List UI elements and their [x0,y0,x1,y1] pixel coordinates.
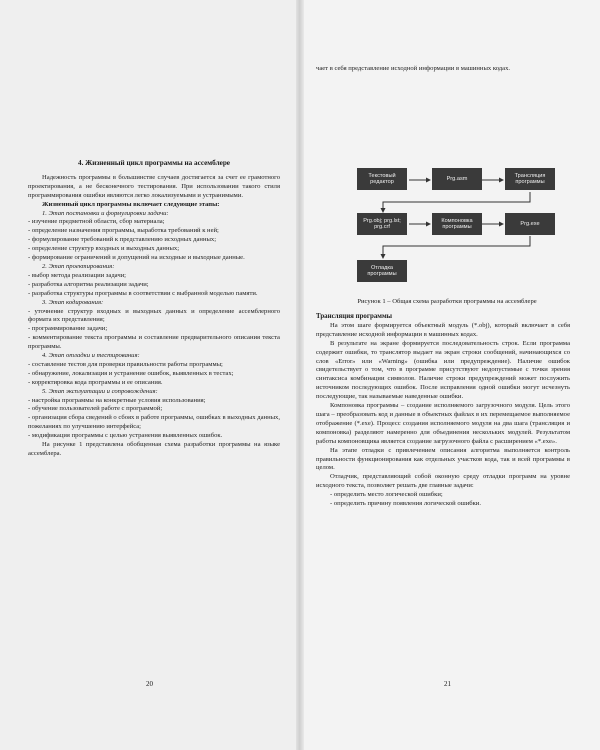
arrow [383,236,530,258]
right-top-text [316,65,570,74]
paragraph: На этом шаге формируется объектный модуль (*.obj), который включает в себя представление исходной информации в машинных кодах. [316,321,570,338]
section-title: Трансляция программы [316,313,393,320]
box-text-editor: Текстовый редактор [357,168,407,190]
list-item: - изучение предметной области, сбор материала; [28,218,165,226]
list-item: - корректировка кода программы и ее описания. [28,378,163,386]
figure-caption: Рисунок 1 – Общая схема разработки программы на ассемблере [357,298,537,305]
list-item: - настройка программы на конкретные условия использования; [28,396,206,404]
list-item: - формулирование требований к представлению исходных данных; [28,236,217,244]
chapter-heading: 4. Жизненный цикл программы на ассемблере [77,159,231,167]
list-item: - обучение пользователей работе с программой; [28,405,163,413]
list-item: - разработка структуры программы в соответствии с выбранной моделью памяти. [28,289,258,297]
arrow [383,192,530,212]
list-item: - выбор метода реализации задачи; [28,271,127,279]
right-column [316,313,570,509]
box-linking: Компоновка программы [432,213,482,235]
list-item: - определить место логической ошибки; [330,491,443,499]
stages-title: Жизненный цикл программы включает следующие этапы: [42,200,220,208]
stage-heading: 2. Этап проектирования: [42,262,115,270]
paragraph: На рисунке 1 представлена обобщенная схема разработки программы на языке ассемблера. [28,441,280,457]
box-translation: Трансляция программы [505,168,555,190]
list-item: - определение назначения программы, выработка требований к ней; [28,227,219,235]
list-item: - организация сбора сведений о сбоях в работе программы, ошибках в выходных данных, пожеланиях по улучшению интерфейса; [28,414,280,431]
stage-heading: 4. Этап отладки и тестирования: [42,352,140,360]
list-item: - формирование ограничений и допущений на исходные и выходные данные. [28,254,245,262]
stage-heading: 3. Этап кодирования: [42,298,104,306]
list-item: - комментирование текста программы и составление предварительного описания текста программы. [28,334,280,351]
list-item: - уточнение структур входных и выходных данных и определение ассемблерного формата их представления; [28,307,280,324]
list-item: - программирование задачи; [28,325,108,333]
paragraph: Надежность программы в большинстве случаев достигается за счет ее грамотного проектирования, а не бесконечного тестирования. При использовании такого стиля программирования ошибки являются легко локализуемыми и устранимыми. [28,173,280,199]
flow-diagram [357,164,557,292]
left-column [28,159,280,459]
paragraph: На этапе отладки с привлечением описания алгоритма выполняется контроль правильности функционирования как отдельных участков кода, так и всей программы в целом. [316,446,570,472]
box-prg-asm: Prg.asm [432,168,482,190]
box-debugging: Отладка программы [357,260,407,282]
paragraph: Компоновка программы – создание исполняемого загрузочного модуля. Цель этого шага – преобразовать код и данные в объектных файлах в их перемещаемое выполняемое отображение (*.exe). Процесс создания исполняемого модуля на два шага (трансляция и компоновка) разделяют намеренно для объединения нескольких модулей. Результатом работы компоновщика является создание загрузочного файла с расширением «*.exe». [316,402,570,445]
box-prg-obj: Prg.obj; prg.lst; prg.crf [357,213,407,235]
stage-heading: 1. Этап постановки и формулировки задачи: [42,209,169,217]
stage-heading: 5. Этап эксплуатации и сопровождения: [42,387,158,395]
book-gutter [296,0,304,750]
list-item: - обнаружение, локализация и устранение ошибок, выявленных в тестах; [28,369,234,377]
paragraph: Отладчик, представляющий собой оконную среду отладки программ на уровне исходного текста, позволяет решать две главные задачи: [316,473,570,490]
page-number-right: 21 [444,680,451,688]
paragraph: В результате на экране формируется последовательность строк. Если программа содержит ошибки, то транслятор выдает на экран строки сообщений, начинающихся со слов «Error» или «Warning» (ошибка или предупреждение). Наличие ошибок свидетельствует о том, что в программе присутствуют недопустимые с точки зрения синтаксиса комбинации символов. Наличие строки предупреждений может послужить источником последующих ошибок. После исправления одной ошибки могут исчезнуть последующие, так называемые наведенные ошибки. [316,339,570,401]
page-number-left: 20 [146,680,153,688]
list-item: - определение структур входных и выходных данных; [28,245,180,253]
paragraph: чает в себя представление исходной информации в машинных кодах. [316,65,511,72]
list-item: - составление тестов для проверки правильности работы программы; [28,360,223,368]
list-item: - модификация программы с целью устранения выявленных ошибок. [28,432,223,440]
list-item: - определить причину появления логической ошибки. [330,500,481,508]
list-item: - разработка алгоритма реализации задачи; [28,280,149,288]
box-prg-exe: Prg.exe [505,213,555,235]
